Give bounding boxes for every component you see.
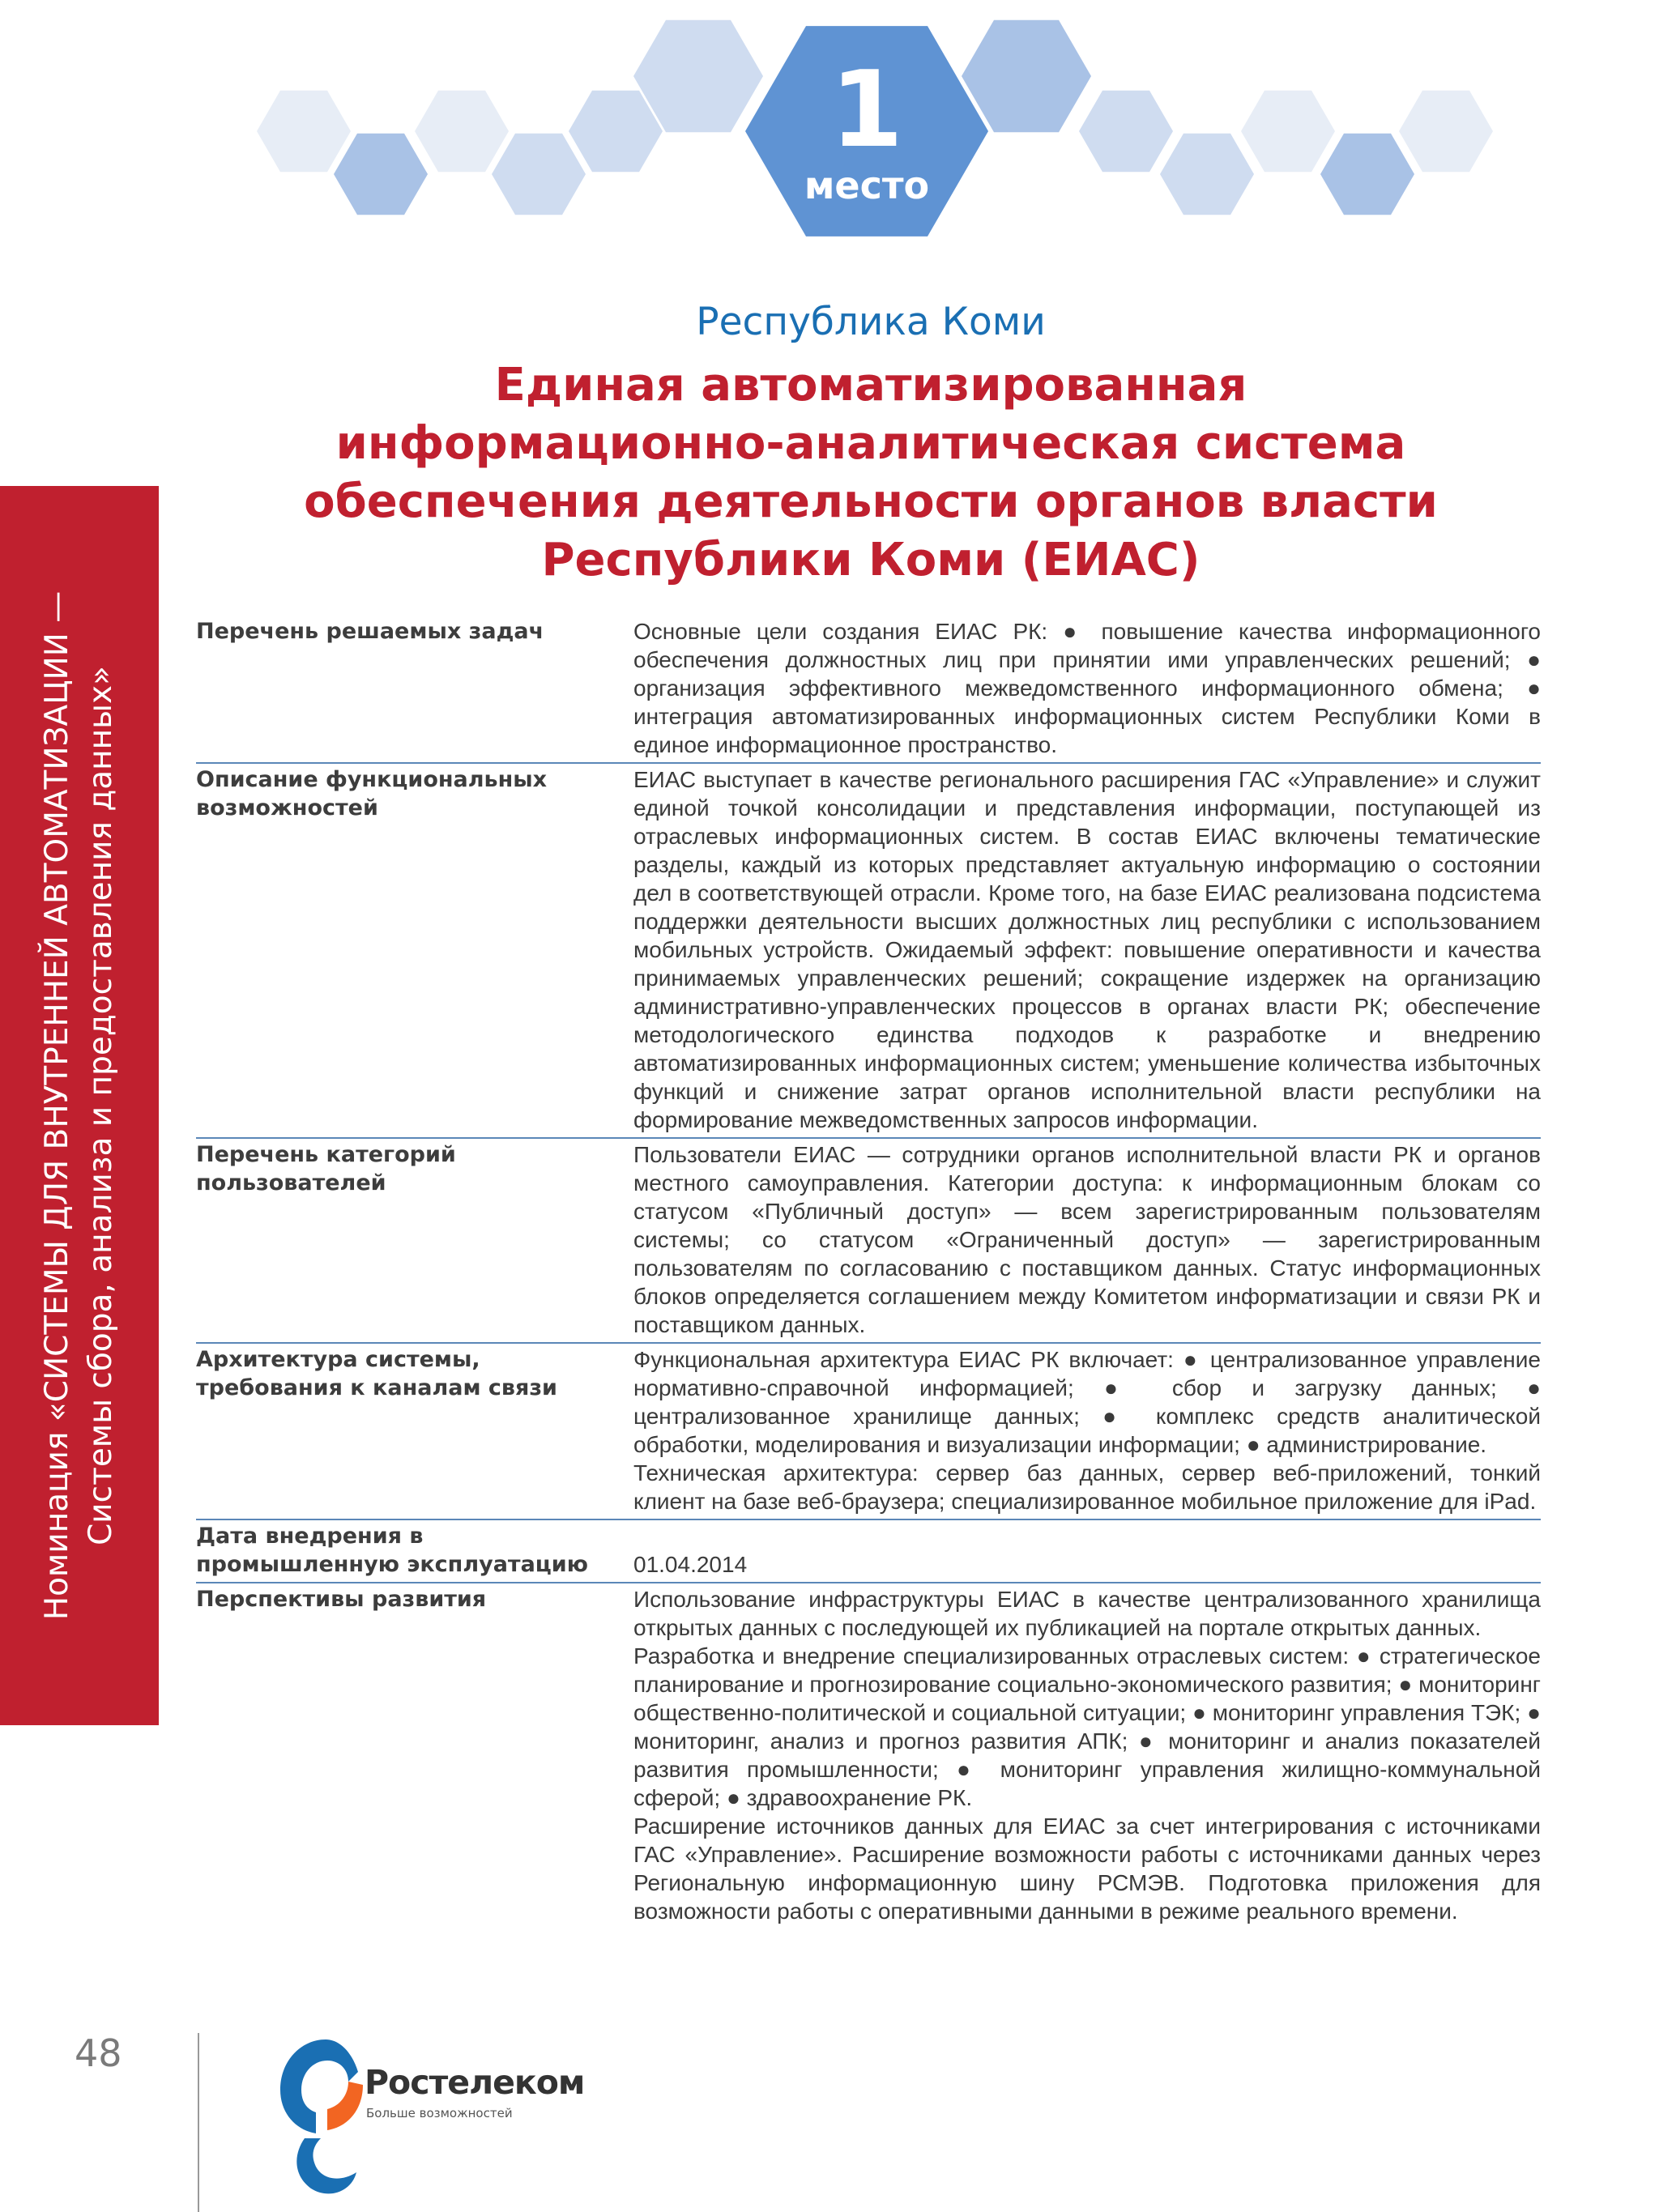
row-value	[633, 1520, 1541, 1582]
table-row-prospects	[196, 1583, 1541, 1929]
hexagon-shape	[334, 134, 428, 215]
nomination-line-1: Номинация «СИСТЕМЫ ДЛЯ ВНУТРЕННЕЙ АВТОМАТИЗАЦИИ —	[39, 590, 75, 1621]
table-row-tasks	[196, 616, 1541, 764]
row-paragraph: Техническая архитектура: сервер баз данных, сервер веб-приложений, тонкий клиент на базе веб-браузера; специализированное мобильное приложение для iPad.	[633, 1460, 1541, 1514]
info-table	[196, 616, 1541, 1929]
row-paragraph: Функциональная архитектура ЕИАС РК включает: ● централизованное управление нормативно-справочной информацией; ● сбор и загрузку данных; ● централизованное хранилище данных; ● комплекс средств аналитической обработки, моделирования и визуализации информации; ● администрирование.	[633, 1347, 1541, 1457]
table-row-users	[196, 1139, 1541, 1344]
row-paragraph: Основные цели создания ЕИАС РК: ● повышение качества информационного обеспечения должностных лиц при принятии ими управленческих решений; ● организация эффективного межведомственного информационного обмена; ● интеграция автоматизированных информационных систем Республики Коми в единое информационное пространство.	[633, 619, 1541, 757]
title-line: Единая автоматизированная	[494, 359, 1247, 411]
row-label: Перечень категорий пользователей	[196, 1142, 456, 1196]
hexagon-shape	[1160, 134, 1254, 215]
rostelecom-logo-icon	[269, 2033, 366, 2195]
nomination-text	[36, 498, 123, 1713]
hexagon-shape	[257, 91, 351, 172]
nomination-line-2: Системы сбора, анализа и предоставления данных»	[83, 666, 119, 1545]
row-paragraph: Пользователи ЕИАС — сотрудники органов исполнительной власти РК и органов местного самоуправления. Категории доступа: к информационным блокам со статусом «Публичный доступ» — всем зарегистрированным пользователям системы; со статусом «Ограниченный доступ» — зарегистрированным пользователям по согласованию с поставщиком данных. Статус информационных блоков определяется соглашением между Комитетом информатизации и связи РК и поставщиком данных.	[633, 1142, 1541, 1337]
hexagon-shape	[1079, 91, 1173, 172]
hexagon-shape	[415, 91, 509, 172]
logo-name: Ростелеком	[365, 2063, 585, 2102]
row-paragraph: Разработка и внедрение специализированных отраслевых систем: ● стратегическое планирование и прогнозирование социально-экономического развития; ● мониторинг общественно-политической и социальной ситуации; ● мониторинг управления ТЭК; ● мониторинг, анализ и прогноз развития АПК; ● мониторинг и анализ показателей развития промышленности; ● мониторинг управления жилищно-коммунальной сферой; ● здравоохранение РК.	[633, 1643, 1541, 1810]
row-value	[633, 1583, 1541, 1929]
table-row-date	[196, 1520, 1541, 1583]
hexagon-shape	[569, 91, 663, 172]
hexagon-shape	[1399, 91, 1493, 172]
row-paragraph: Использование инфраструктуры ЕИАС в качестве централизованного хранилища открытых данных с последующей их публикацией на портале открытых данных.	[633, 1587, 1541, 1640]
row-label: Архитектура системы, требования к каналам связи	[196, 1347, 557, 1400]
row-paragraph: ЕИАС выступает в качестве регионального расширения ГАС «Управление» и служит единой точкой консолидации и представления информации, поступающей из отраслевых информационных систем. В состав ЕИАС включены тематические разделы, каждый из которых представляет актуальную информацию о состоянии дел в соответствующей отрасли. Кроме того, на базе ЕИАС реализована подсистема поддержки деятельности высших должностных лиц республики с использованием мобильных устройств. Ожидаемый эффект: повышение оперативности и качества принимаемых управленческих решений; сокращение издержек на организацию административно-управленческих процессов в органах власти РК; обеспечение методологического единства подходов к разработке и внедрению автоматизированных информационных систем; уменьшение количества избыточных функций и снижение затрат органов исполнительной власти республики на формирование межведомственных запросов информации.	[633, 767, 1541, 1132]
hexagon-shape	[1241, 91, 1335, 172]
row-label: Перспективы развития	[196, 1587, 487, 1612]
row-value	[633, 1139, 1541, 1342]
row-label: Дата внедрения в промышленную эксплуатацию	[196, 1524, 588, 1577]
region-name: Республика Коми	[696, 300, 1046, 344]
row-paragraph: 01.04.2014	[633, 1552, 748, 1577]
title-line: обеспечения деятельности органов власти	[304, 475, 1438, 528]
title-line: информационно-аналитическая система	[335, 417, 1406, 470]
table-row-functions	[196, 764, 1541, 1139]
row-value	[633, 764, 1541, 1137]
footer-divider	[198, 2033, 199, 2212]
page-number: 48	[75, 2031, 122, 2075]
row-value	[633, 1344, 1541, 1519]
row-label: Описание функциональных возможностей	[196, 767, 548, 820]
logo-tagline: Больше возможностей	[366, 2106, 513, 2120]
place-number: 1	[830, 48, 904, 171]
place-label: место	[804, 164, 930, 207]
project-title	[219, 356, 1523, 590]
hexagon-shape	[1320, 134, 1414, 215]
title-line: Республики Коми (ЕИАС)	[541, 534, 1201, 586]
row-label: Перечень решаемых задач	[196, 619, 544, 644]
row-paragraph: Расширение источников данных для ЕИАС за счет интегрирования с источниками ГАС «Управление». Расширение возможности работы с источниками данных через Региональную информационную шину РСМЭВ. Подготовка приложения для возможности работы с оперативными данными в режиме реального времени.	[633, 1813, 1541, 1924]
table-row-architecture	[196, 1344, 1541, 1520]
hexagon-shape	[492, 134, 586, 215]
row-value	[633, 616, 1541, 762]
